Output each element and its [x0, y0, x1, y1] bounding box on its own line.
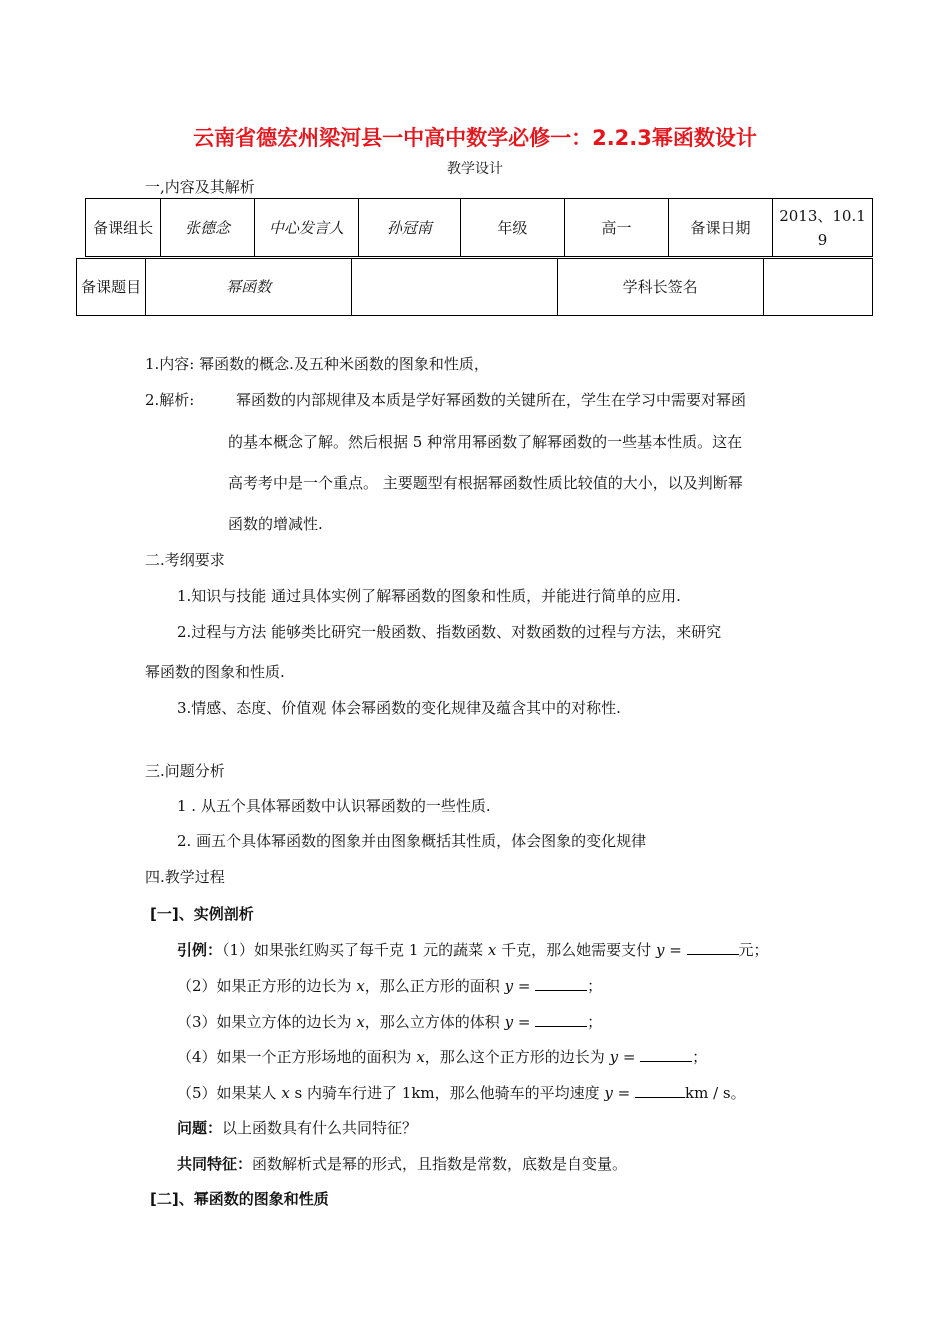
cell-group-leader-value: 张德念	[161, 199, 255, 257]
analysis-item-1: 1 . 从五个具体幂函数中认识幂函数的一些性质.	[177, 797, 491, 815]
analysis-label: 2.解析:	[145, 391, 195, 409]
lesson-info-table	[85, 198, 873, 257]
common-feature-text: 函数解析式是幂的形式，且指数是常数，底数是自变量。	[252, 1155, 628, 1173]
answer-blank	[687, 940, 739, 955]
part2-heading: [二]、幂函数的图象和性质	[150, 1190, 329, 1208]
analysis-line-1: 幂函数的内部规律及本质是学好幂函数的关键所在，学生在学习中需要对幂函	[236, 391, 747, 409]
analysis-item-2: 2. 画五个具体幂函数的图象并由图象概括其性质，体会图象的变化规律	[177, 832, 647, 850]
section2-heading: 二.考纲要求	[145, 551, 225, 569]
analysis-line-3: 高考考中是一个重点。 主要题型有根据幂函数性质比较值的大小，以及判断幂	[228, 474, 743, 492]
outline-item-2: 2.过程与方法 能够类比研究一般函数、指数函数、对数函数的过程与方法，来研究	[177, 623, 722, 641]
example-5: （5）如果某人 x s 内骑车行进了 1km，那么他骑车的平均速度 y = km / s。	[177, 1084, 746, 1102]
outline-item-3: 3.情感、态度、价值观 体会幂函数的变化规律及蕴含其中的对称性.	[177, 699, 621, 717]
cell-speaker-value: 孙冠南	[358, 199, 460, 257]
intro-label: 引例：	[177, 941, 223, 959]
cell-topic-blank	[352, 259, 558, 316]
cell-speaker-label: 中心发言人	[254, 199, 358, 257]
example-3: （3）如果立方体的边长为 x，那么立方体的体积 y = ；	[177, 1013, 603, 1031]
question-label: 问题：	[177, 1119, 223, 1137]
analysis-line-4: 函数的增减性.	[228, 515, 323, 533]
question-text: 以上函数具有什么共同特征？	[222, 1119, 418, 1137]
cell-topic-label: 备课题目	[77, 259, 146, 316]
outline-item-1: 1.知识与技能 通过具体实例了解幂函数的图象和性质，并能进行简单的应用.	[177, 587, 681, 605]
cell-group-leader-label: 备课组长	[86, 199, 161, 257]
cell-grade-value: 高一	[564, 199, 668, 257]
document-title: 云南省德宏州梁河县一中高中数学必修一：2.2.3幂函数设计	[193, 126, 757, 150]
example-1: 引例：（1）如果张红购买了每千克 1 元的蔬菜 x 千克，那么她需要支付 y = 元；	[177, 941, 769, 959]
example-4: （4）如果一个正方形场地的面积为 x，那么这个正方形的边长为 y = ；	[177, 1048, 708, 1066]
cell-head-signature-value	[763, 259, 872, 316]
cell-date-label: 备课日期	[668, 199, 772, 257]
document-subtitle: 教学设计	[447, 161, 503, 177]
lesson-topic-table	[76, 258, 873, 316]
part1-heading: [一]、实例剖析	[150, 905, 254, 923]
content-line-1: 1.内容: 幂函数的概念.及五种米函数的图象和性质，	[145, 355, 489, 373]
section3-heading: 三.问题分析	[145, 762, 225, 780]
answer-blank	[535, 1012, 587, 1027]
section1-heading: 一,内容及其解析	[145, 178, 255, 196]
outline-item-2-cont: 幂函数的图象和性质.	[145, 663, 285, 681]
question-line	[177, 1118, 417, 1138]
answer-blank	[635, 1083, 685, 1098]
section4-heading: 四.教学过程	[145, 868, 225, 886]
common-feature-label: 共同特征：	[177, 1155, 253, 1173]
answer-blank	[640, 1047, 692, 1062]
answer-blank	[535, 976, 587, 991]
cell-grade-label: 年级	[460, 199, 564, 257]
analysis-line-2: 的基本概念了解。然后根据 5 种常用幂函数了解幂函数的一些基本性质。这在	[228, 433, 743, 451]
common-feature-line	[177, 1154, 627, 1174]
cell-topic-value: 幂函数	[146, 259, 352, 316]
cell-head-signature-label: 学科长签名	[557, 259, 763, 316]
example-2: （2）如果正方形的边长为 x，那么正方形的面积 y = ；	[177, 977, 603, 995]
cell-date-value: 2013、10.19	[773, 199, 873, 257]
